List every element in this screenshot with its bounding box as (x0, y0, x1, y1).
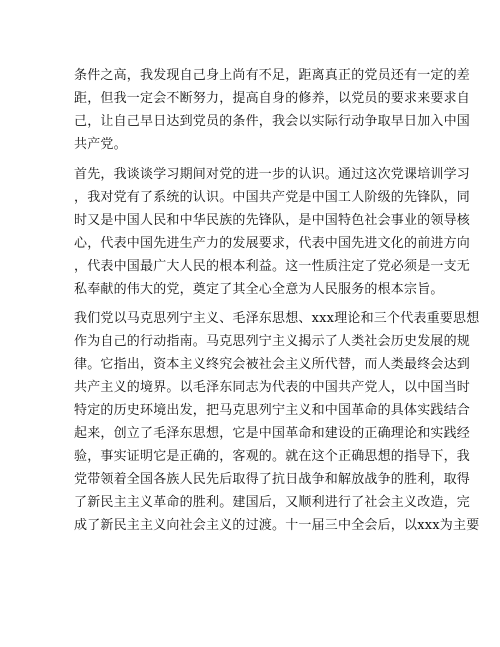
text-line: 共产主义的境界。以毛泽东同志为代表的中国共产党人，以中国当时 (74, 380, 471, 395)
paragraph-2 (74, 163, 471, 301)
text-line: 首先，我谈谈学习期间对党的进一步的认识。通过这次党课培训学习 (74, 167, 471, 182)
text-line: 特定的历史环境出发，把马克思列宁主义和中国革命的具体实践结合 (74, 403, 471, 418)
text-line: 时又是中国人民和中华民族的先锋队，是中国特色社会事业的领导核 (74, 213, 471, 228)
paragraph-3 (74, 307, 480, 537)
text-line: 了新民主主义革命的胜利。建国后，又顺利进行了社会主义改造，完 (74, 495, 471, 510)
text-line: 党带领着全国各族人民先后取得了抗日战争和解放战争的胜利，取得 (74, 472, 471, 487)
paragraph-1 (74, 64, 471, 156)
text-line: 律。它指出，资本主义终究会被社会主义所代替，而人类最终会达到 (74, 357, 471, 372)
text-line: ，代表中国最广大人民的根本利益。这一性质注定了党必须是一支无 (74, 259, 471, 274)
text-line: 条件之高，我发现自己身上尚有不足，距离真正的党员还有一定的差 (74, 68, 471, 83)
text-line: 验，事实证明它是正确的，客观的。就在这个正确思想的指导下，我 (74, 449, 471, 464)
text-line: 私奉献的伟大的党，奠定了其全心全意为人民服务的根本宗旨。 (74, 282, 444, 297)
text-line: 心，代表中国先进生产力的发展要求，代表中国先进文化的前进方向 (74, 236, 471, 251)
text-line: 我们党以马克思列宁主义、毛泽东思想、xxx理论和三个代表重要思想 (74, 311, 480, 326)
text-line: ，我对党有了系统的认识。中国共产党是中国工人阶级的先锋队，同 (74, 190, 471, 205)
text-line: 距，但我一定会不断努力，提高自身的修养，以党员的要求来要求自 (74, 91, 471, 106)
text-line: 共产党。 (74, 137, 127, 152)
text-line: 己，让自己早日达到党员的条件，我会以实际行动争取早日加入中国 (74, 114, 471, 129)
text-line: 成了新民主主义向社会主义的过渡。十一届三中全会后，以xxx为主要 (74, 518, 480, 533)
text-line: 作为自己的行动指南。马克思列宁主义揭示了人类社会历史发展的规 (74, 334, 471, 349)
text-line: 起来，创立了毛泽东思想，它是中国革命和建设的正确理论和实践经 (74, 426, 471, 441)
